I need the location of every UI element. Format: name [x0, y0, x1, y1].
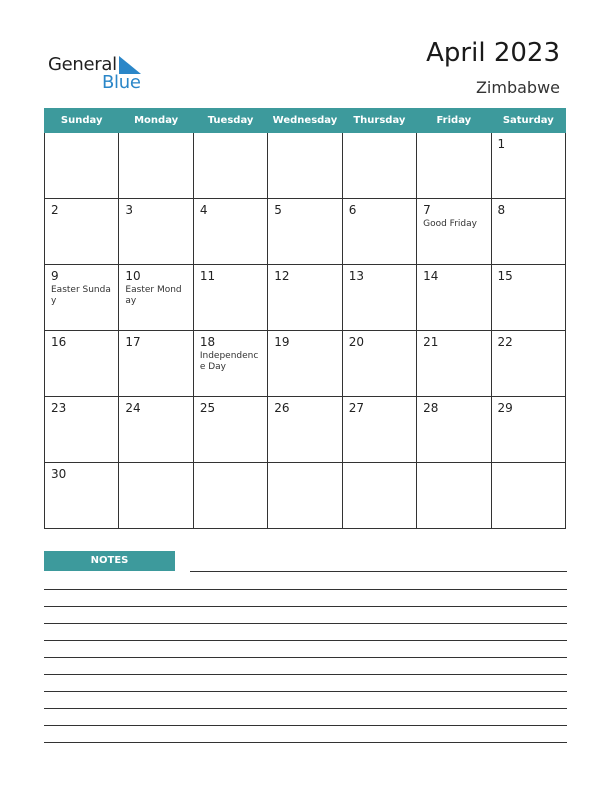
- note-line: [190, 571, 567, 572]
- day-number: 9: [51, 269, 59, 283]
- note-line: [44, 589, 567, 590]
- day-number: 8: [497, 203, 506, 217]
- holiday-label: Easter Sunday: [51, 285, 111, 306]
- note-line: [44, 742, 567, 743]
- month-year-title: April 2023: [426, 38, 560, 68]
- day-number: 10: [125, 269, 141, 283]
- day-number: 23: [51, 401, 67, 415]
- day-cell: [491, 133, 565, 199]
- day-cell: [491, 331, 565, 397]
- week-row: [45, 397, 566, 463]
- day-cell: [45, 331, 119, 397]
- day-cell: [193, 463, 267, 529]
- weekday-header-row: [45, 109, 566, 133]
- day-number: 7: [423, 203, 431, 217]
- day-number: 5: [274, 203, 282, 217]
- weekday-header: Tuesday: [193, 109, 267, 133]
- calendar-grid: [44, 108, 566, 529]
- day-cell: [45, 397, 119, 463]
- day-cell: [491, 463, 565, 529]
- day-cell: [193, 331, 267, 397]
- day-number: 12: [274, 269, 290, 283]
- week-row: [45, 331, 566, 397]
- day-cell: [45, 463, 119, 529]
- day-cell: [342, 133, 416, 199]
- day-cell: [342, 397, 416, 463]
- day-number: 30: [51, 467, 67, 481]
- day-number: 24: [125, 401, 141, 415]
- day-cell: [193, 397, 267, 463]
- day-cell: [119, 199, 193, 265]
- day-cell: [45, 133, 119, 199]
- day-number: 22: [497, 335, 513, 349]
- day-cell: [119, 397, 193, 463]
- day-number: 25: [199, 401, 216, 415]
- day-number: 18: [199, 335, 216, 349]
- day-cell: [268, 397, 342, 463]
- day-number: 27: [348, 401, 364, 415]
- weekday-header: Monday: [119, 109, 193, 133]
- holiday-label: Good Friday: [423, 219, 477, 229]
- note-line: [44, 623, 567, 624]
- day-number: 15: [497, 269, 513, 283]
- note-line: [44, 725, 567, 726]
- day-cell: [193, 265, 267, 331]
- day-cell: [193, 199, 267, 265]
- day-cell: [342, 199, 416, 265]
- note-line: [44, 708, 567, 709]
- weekday-header: Thursday: [342, 109, 416, 133]
- day-cell: [491, 265, 565, 331]
- week-row: [45, 265, 566, 331]
- day-cell: [268, 463, 342, 529]
- day-number: 28: [423, 401, 439, 415]
- holiday-label: Independence Day: [199, 351, 259, 372]
- day-cell: [45, 265, 119, 331]
- day-cell: [417, 331, 491, 397]
- day-number: 19: [274, 335, 290, 349]
- day-cell: [417, 463, 491, 529]
- note-line: [44, 674, 567, 675]
- day-cell: [491, 397, 565, 463]
- day-number: 2: [51, 203, 59, 217]
- day-cell: [268, 331, 342, 397]
- general-blue-logo: [48, 54, 158, 94]
- day-number: 20: [348, 335, 364, 349]
- day-number: 11: [199, 269, 216, 283]
- day-number: 1: [497, 137, 506, 151]
- day-cell: [417, 397, 491, 463]
- day-number: 21: [423, 335, 439, 349]
- weekday-header: Friday: [417, 109, 491, 133]
- day-number: 29: [497, 401, 513, 415]
- day-cell: [119, 133, 193, 199]
- day-number: 6: [348, 203, 357, 217]
- day-cell: [342, 265, 416, 331]
- day-number: 17: [125, 335, 141, 349]
- day-cell: [119, 463, 193, 529]
- notes-label: NOTES: [44, 551, 175, 571]
- week-row: [45, 463, 566, 529]
- note-line: [44, 691, 567, 692]
- holiday-label: Easter Monday: [125, 285, 182, 306]
- weekday-header: Wednesday: [268, 109, 342, 133]
- weekday-header: Sunday: [45, 109, 119, 133]
- day-cell: [417, 265, 491, 331]
- day-number: 13: [348, 269, 364, 283]
- day-cell: [119, 265, 193, 331]
- day-number: 14: [423, 269, 439, 283]
- day-cell: [45, 199, 119, 265]
- day-cell: [342, 463, 416, 529]
- day-cell: [342, 331, 416, 397]
- day-cell: [193, 133, 267, 199]
- week-row: [45, 133, 566, 199]
- week-row: [45, 199, 566, 265]
- day-cell: [417, 199, 491, 265]
- logo-text-blue: Blue: [102, 72, 141, 93]
- country-name: Zimbabwe: [475, 78, 560, 97]
- day-cell: [268, 199, 342, 265]
- day-number: 4: [199, 203, 208, 217]
- logo-text-general: General: [48, 54, 117, 75]
- day-number: 16: [51, 335, 67, 349]
- weekday-header: Saturday: [491, 109, 565, 133]
- note-line: [44, 606, 567, 607]
- day-cell: [119, 331, 193, 397]
- day-cell: [268, 265, 342, 331]
- day-number: 26: [274, 401, 290, 415]
- note-line: [44, 640, 567, 641]
- day-cell: [268, 133, 342, 199]
- note-line: [44, 657, 567, 658]
- day-number: 3: [125, 203, 134, 217]
- day-cell: [417, 133, 491, 199]
- day-cell: [491, 199, 565, 265]
